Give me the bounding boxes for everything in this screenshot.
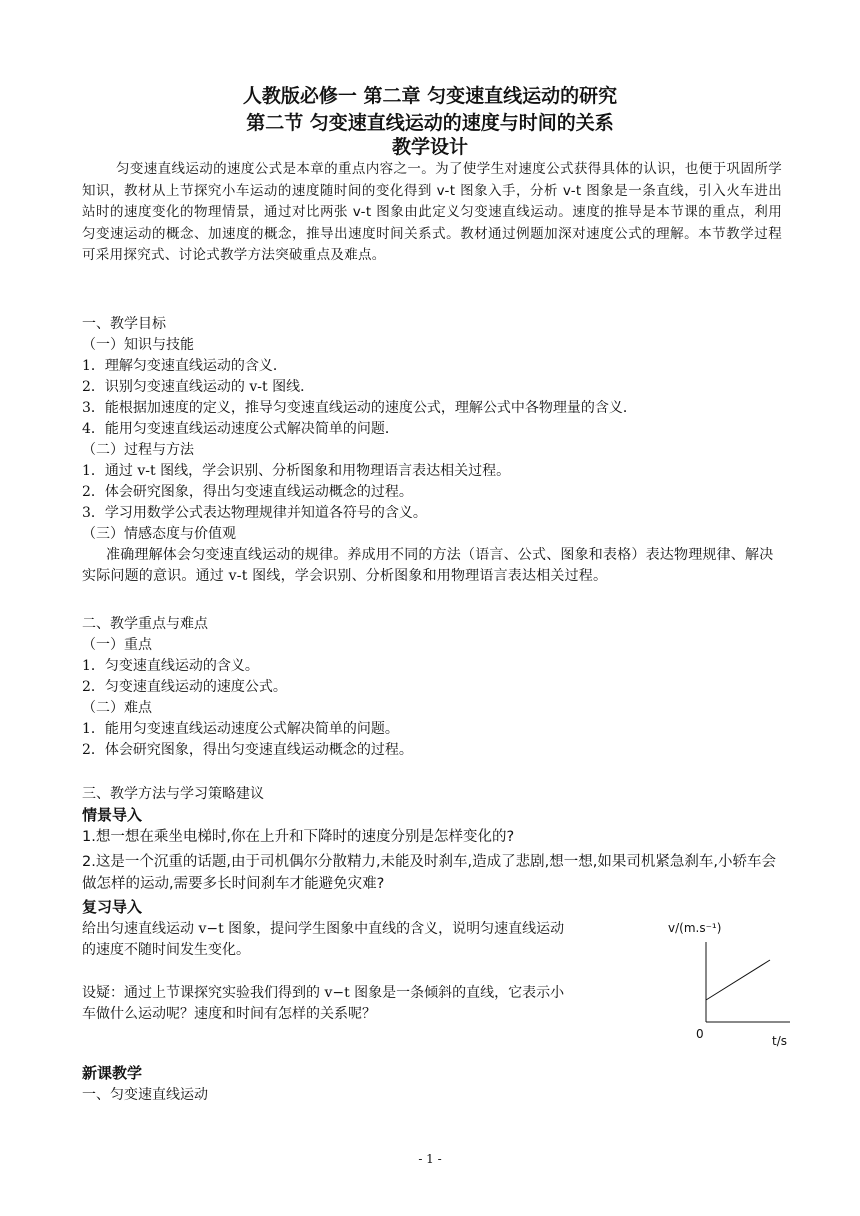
graph-line — [706, 960, 770, 1000]
s2-heading: 二、教学重点与难点 — [82, 616, 208, 632]
s1-knowledge-item: 4．能用匀变速直线运动速度公式解决简单的问题． — [82, 421, 399, 437]
graph-x-label: t/s — [772, 1034, 787, 1048]
graph-y-label: v/(m.s⁻¹) — [668, 921, 722, 935]
page-number: - 1 - — [418, 1152, 442, 1166]
s1-knowledge-heading: （一）知识与技能 — [82, 337, 194, 353]
s2-difficulty-item: 2．体会研究图象，得出匀变速直线运动概念的过程。 — [82, 742, 413, 758]
s3-scene-item: 2.这是一个沉重的话题,由于司机偶尔分散精力,未能及时刹车,造成了悲剧,想一想,如果司机紧急刹车,小轿车会做怎样的运动,需要多长时间刹车才能避免灾难? — [82, 854, 776, 892]
s1-process-heading: （二）过程与方法 — [82, 442, 194, 458]
s3-question-line: 设疑：通过上节课探究实验我们得到的 v−t 图象是一条倾斜的直线，它表示小 — [82, 985, 565, 1001]
s1-knowledge-item: 1．理解匀变速直线运动的含义． — [82, 358, 287, 374]
s3-review-heading: 复习导入 — [82, 898, 143, 916]
graph-origin-label: 0 — [696, 1027, 704, 1041]
s1-knowledge-item: 3．能根据加速度的定义，推导匀变速直线运动的速度公式，理解公式中各物理量的含义． — [82, 400, 637, 416]
s3-review-line: 的速度不随时间发生变化。 — [82, 942, 250, 958]
s2-difficulty-heading: （二）难点 — [82, 700, 152, 716]
s3-review-line: 给出匀速直线运动 v−t 图象，提问学生图象中直线的含义，说明匀速直线运动 — [82, 921, 565, 937]
doc-title: 人教版必修一 第二章 匀变速直线运动的研究 — [242, 85, 618, 107]
s3-scene-heading: 情景导入 — [82, 806, 143, 824]
s3-new-lesson-sub: 一、匀变速直线运动 — [82, 1087, 208, 1103]
s3-heading: 三、教学方法与学习策略建议 — [82, 786, 264, 802]
intro-paragraph: 匀变速直线运动的速度公式是本章的重点内容之一。为了使学生对速度公式获得具体的认识，也便于巩固所学知识，教材从上节探究小车运动的速度随时间的变化得到 v-t 图象入手，分析 v-t 图象是一条直线，引入火车进出站时的速度变化的物理情景，通过对比两张 v-t 图象由此定义匀变速直线运动。速度的推导是本节课的重点，利用匀变速运动的概念、加速度的概念，推导出速度时间关系式。教材通过例题加深对速度公式的理解。本节教学过程可采用探究式、讨论式教学方法突破重点及难点。 — [82, 161, 782, 264]
s3-scene-item: 1.想一想在乘坐电梯时,你在上升和下降时的速度分别是怎样变化的? — [82, 829, 515, 845]
s1-process-item: 3．学习用数学公式表达物理规律并知道各符号的含义。 — [82, 505, 427, 521]
s1-emotion-heading: （三）情感态度与价值观 — [82, 526, 236, 542]
s2-key-heading: （一）重点 — [82, 637, 152, 653]
s1-emotion-text: 准确理解体会匀变速直线运动的规律。养成用不同的方法（语言、公式、图象和表格）表达物理规律、解决实际问题的意识。通过 v-t 图线，学会识别、分析图象和用物理语言表达相关过程。 — [82, 547, 774, 584]
s2-difficulty-item: 1．能用匀变速直线运动速度公式解决简单的问题。 — [82, 721, 399, 737]
s2-key-item: 2．匀变速直线运动的速度公式。 — [82, 679, 287, 695]
s1-process-item: 1．通过 v-t 图线，学会识别、分析图象和用物理语言表达相关过程。 — [82, 463, 511, 479]
s3-question-line: 车做什么运动呢？速度和时间有怎样的关系呢？ — [82, 1006, 376, 1022]
s3-new-lesson-heading: 新课教学 — [82, 1064, 143, 1082]
s2-key-item: 1．匀变速直线运动的含义。 — [82, 658, 259, 674]
vt-graph — [660, 910, 800, 1060]
s1-process-item: 2．体会研究图象，得出匀变速直线运动概念的过程。 — [82, 484, 413, 500]
section-title: 第二节 匀变速直线运动的速度与时间的关系 — [246, 112, 614, 134]
s1-knowledge-item: 2．识别匀变速直线运动的 v-t 图线． — [82, 379, 315, 395]
s1-heading: 一、教学目标 — [82, 316, 166, 332]
design-title: 教学设计 — [391, 136, 468, 158]
